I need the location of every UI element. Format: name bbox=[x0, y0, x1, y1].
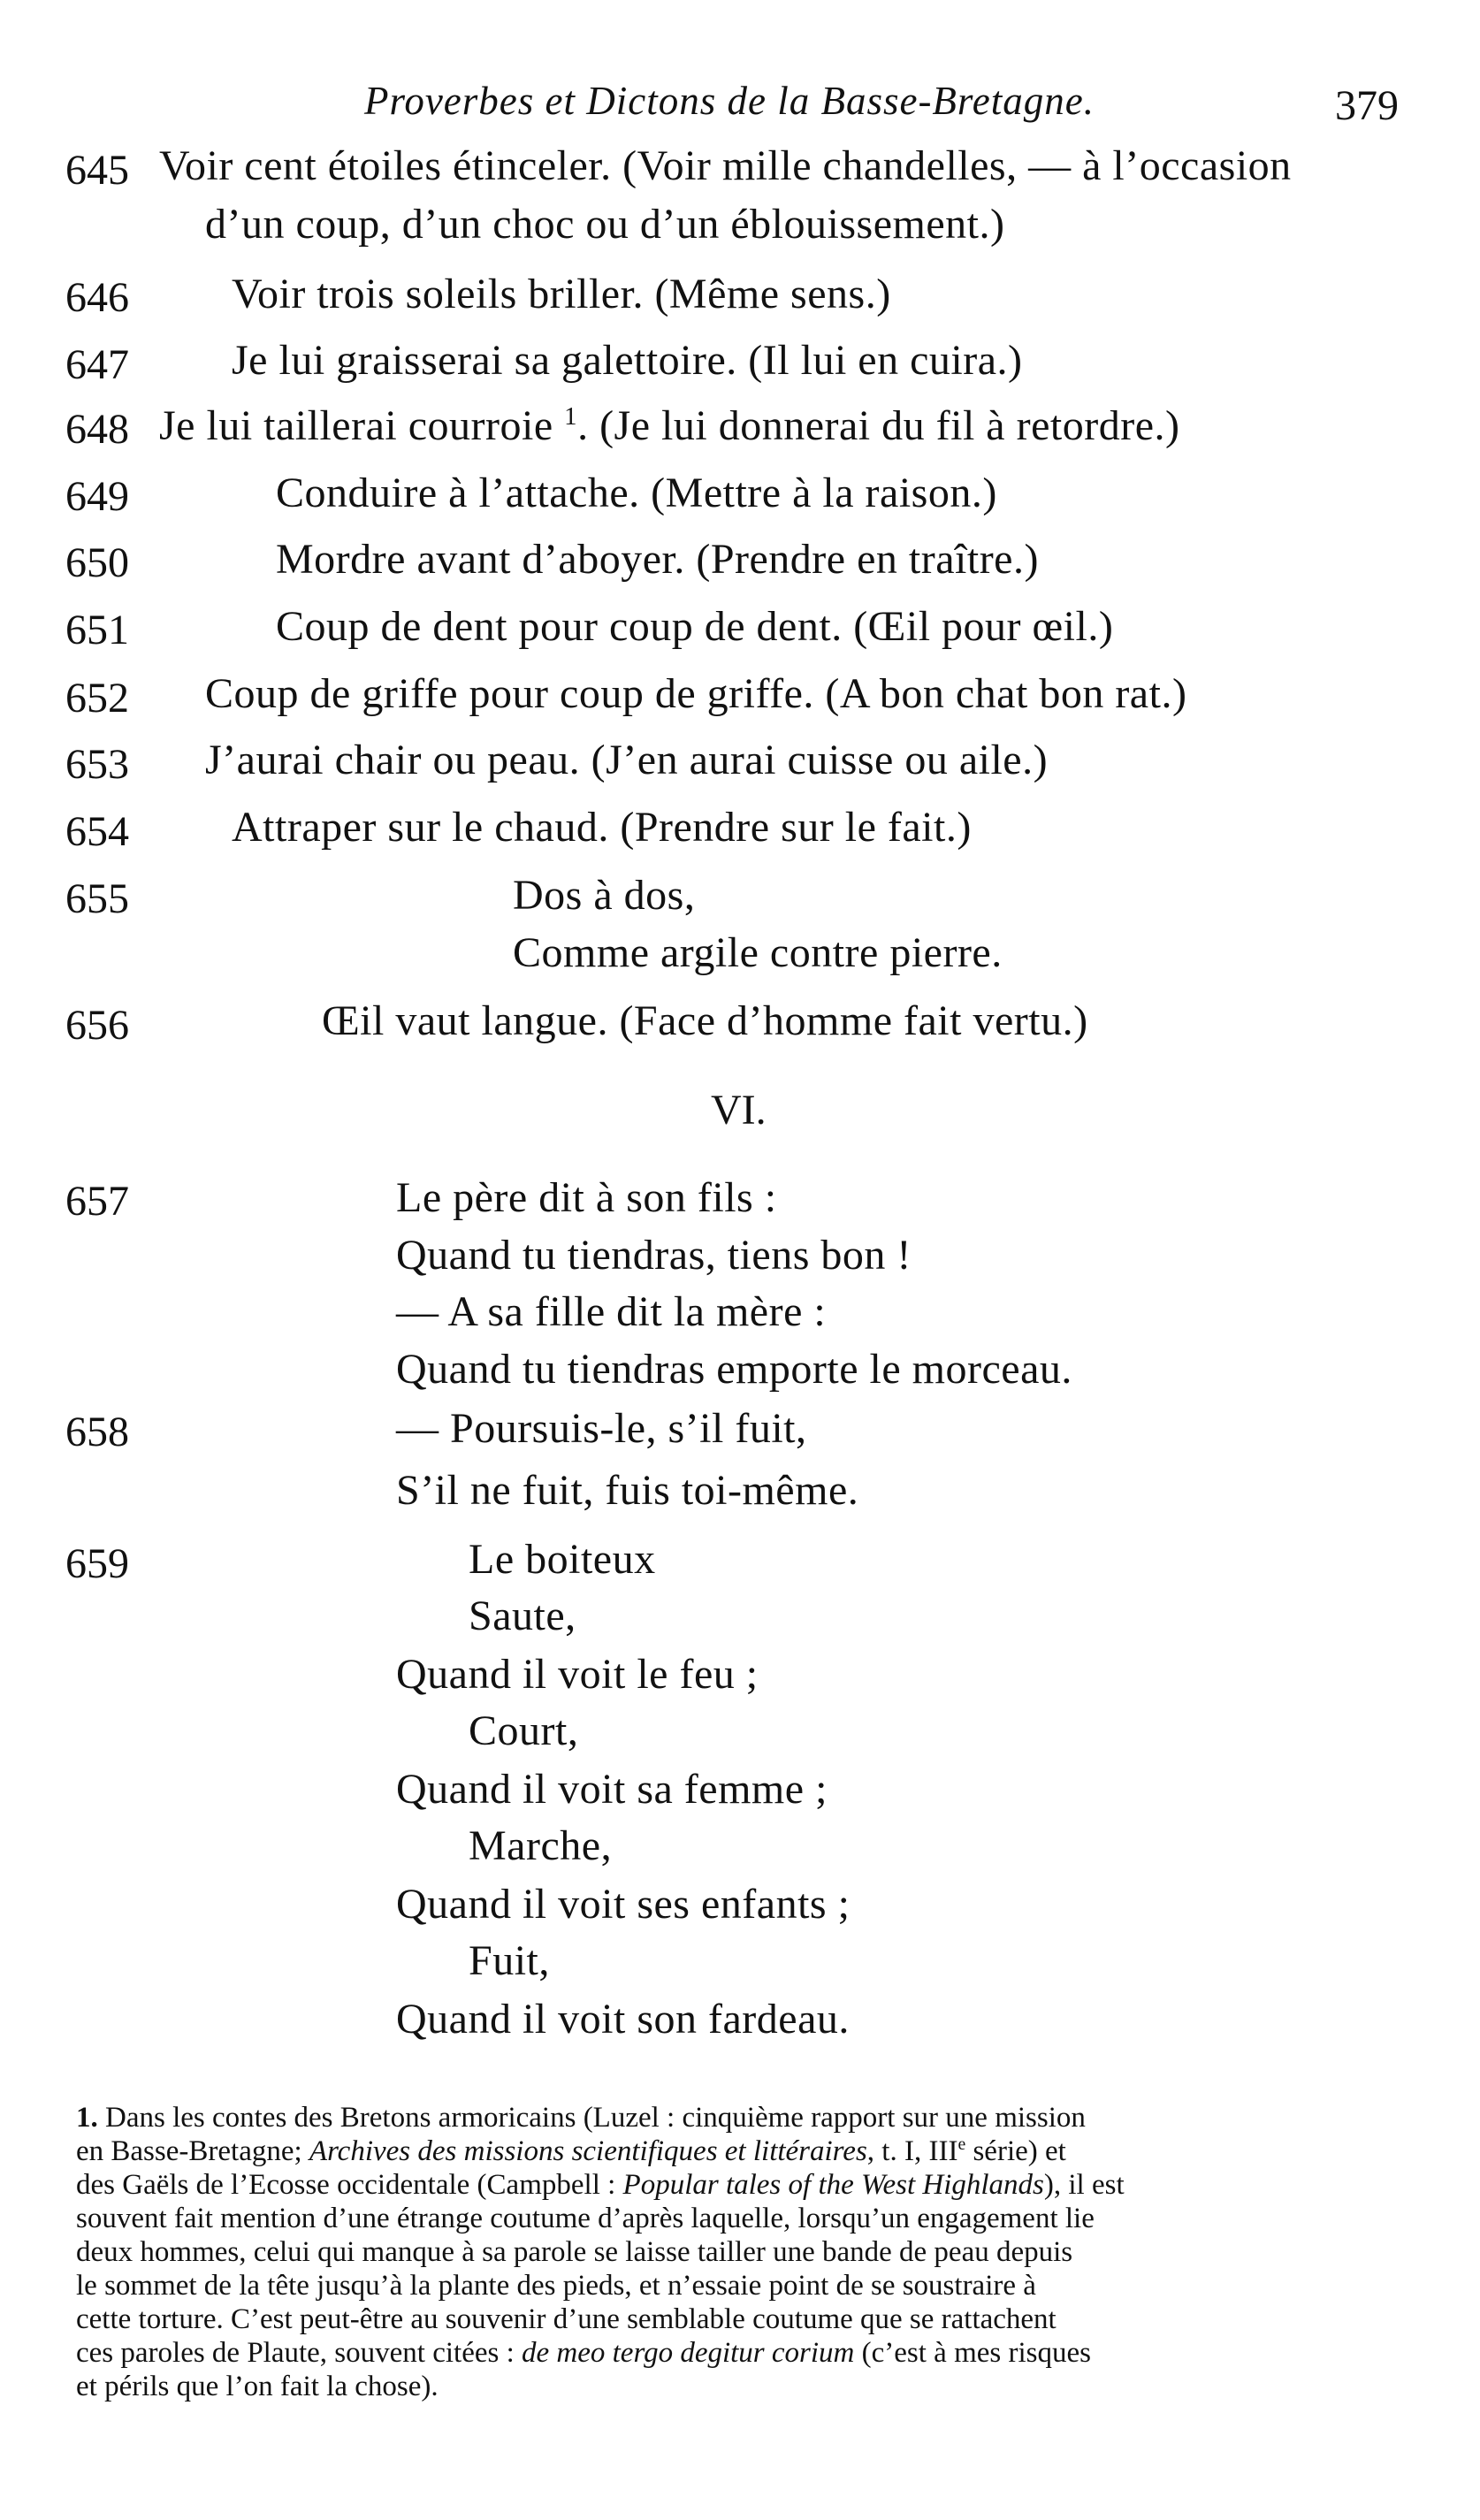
footnote-line bbox=[76, 2101, 1418, 2134]
proverb-number: 649 bbox=[65, 473, 129, 520]
footnote-text: ces paroles de Plaute, souvent citées : bbox=[76, 2337, 523, 2369]
proverb-line: Œil vaut langue. (Face d’homme fait vertu.) bbox=[322, 997, 1088, 1044]
proverb-number: 653 bbox=[65, 741, 129, 788]
verse-line: Fuit, bbox=[469, 1937, 550, 1984]
proverb-line: Voir trois soleils briller. (Même sens.) bbox=[232, 271, 891, 317]
verse-line: Quand il voit ses enfants ; bbox=[396, 1881, 851, 1928]
verse-line: Quand tu tiendras emporte le morceau. bbox=[396, 1346, 1072, 1393]
footnote-italic: de meo tergo degitur corium bbox=[522, 2337, 855, 2369]
page-number: 379 bbox=[1335, 82, 1399, 129]
footnote-text: III bbox=[928, 2135, 958, 2167]
proverb-number: 646 bbox=[65, 274, 129, 321]
footnote-line: deux hommes, celui qui manque à sa parole se laisse tailler une bande de peau depuis bbox=[76, 2236, 1073, 2268]
footnote-text: ), il est bbox=[1043, 2169, 1125, 2201]
verse-line: Quand il voit le feu ; bbox=[396, 1651, 759, 1698]
verse-line: S’il ne fuit, fuis toi-même. bbox=[396, 1467, 859, 1514]
proverb-line: J’aurai chair ou peau. (J’en aurai cuisse ou aile.) bbox=[205, 737, 1049, 783]
footnote-line bbox=[76, 2168, 1418, 2202]
verse-line: Le père dit à son fils : bbox=[396, 1174, 777, 1221]
footnote-line: le sommet de la tête jusqu’à la plante des pieds, et n’essaie point de se soustraire à bbox=[76, 2270, 1036, 2302]
footnote-text: , t. I, bbox=[866, 2135, 929, 2167]
footnote-line bbox=[76, 2134, 1418, 2168]
footnote-italic: Popular tales of the West Highlands bbox=[622, 2169, 1044, 2201]
verse-line: Quand il voit sa femme ; bbox=[396, 1766, 828, 1813]
verse-line: Le boiteux bbox=[469, 1536, 656, 1583]
proverb-line bbox=[159, 401, 1179, 451]
running-title: Proverbes et Dictons de la Basse-Bretagne. bbox=[364, 79, 1095, 123]
footnote bbox=[76, 2101, 1418, 2403]
proverb-line: Conduire à l’attache. (Mettre à la raison.) bbox=[276, 470, 997, 516]
verse-number: 658 bbox=[65, 1409, 129, 1455]
footnote-text: série) et bbox=[965, 2135, 1066, 2167]
footnote-text: des Gaëls de l’Ecosse occidentale (Campbell : bbox=[76, 2169, 623, 2201]
footnote-text: (c’est à mes risques bbox=[854, 2337, 1091, 2369]
footnote-line: souvent fait mention d’une étrange coutume d’après laquelle, lorsqu’un engagement lie bbox=[76, 2203, 1095, 2234]
proverb-number: 650 bbox=[65, 539, 129, 586]
footnote-line bbox=[76, 2336, 1418, 2370]
footnote-text: Dans les contes des Bretons armoricains (Luzel : cinquième rapport sur une mission bbox=[105, 2102, 1086, 2134]
proverb-line: Voir cent étoiles étinceler. (Voir mille chandelles, — à l’occasion bbox=[159, 142, 1292, 189]
proverb-number: 645 bbox=[65, 147, 129, 194]
proverb-line: Coup de griffe pour coup de griffe. (A bon chat bon rat.) bbox=[205, 670, 1187, 717]
section-heading: VI. bbox=[711, 1087, 767, 1134]
verse-number: 657 bbox=[65, 1178, 129, 1225]
footnote-superscript: e bbox=[957, 2134, 966, 2154]
proverb-text: Je lui taillerai courroie bbox=[159, 402, 553, 449]
verse-line: Marche, bbox=[469, 1822, 613, 1869]
proverb-line: Je lui graisserai sa galettoire. (Il lui en cuira.) bbox=[232, 337, 1023, 384]
footnote-italic: Archives des missions scientifiques et littéraires bbox=[309, 2135, 867, 2167]
proverb-line: Attraper sur le chaud. (Prendre sur le fait.) bbox=[232, 804, 972, 851]
verse-line: Quand il voit son fardeau. bbox=[396, 1996, 850, 2043]
proverb-line: Comme argile contre pierre. bbox=[513, 929, 1003, 976]
verse-line: Court, bbox=[469, 1707, 579, 1754]
proverb-line: Coup de dent pour coup de dent. (Œil pour œil.) bbox=[276, 603, 1114, 650]
verse-number: 659 bbox=[65, 1540, 129, 1587]
footnote-line: et périls que l’on fait la chose). bbox=[76, 2371, 439, 2402]
proverb-line: Mordre avant d’aboyer. (Prendre en traître.) bbox=[276, 536, 1039, 583]
proverb-number: 655 bbox=[65, 875, 129, 922]
verse-line: Saute, bbox=[469, 1592, 576, 1639]
verse-line: Quand tu tiendras, tiens bon ! bbox=[396, 1232, 912, 1279]
proverb-number: 651 bbox=[65, 607, 129, 653]
proverb-number: 652 bbox=[65, 675, 129, 722]
proverb-number: 647 bbox=[65, 341, 129, 388]
verse-line: — A sa fille dit la mère : bbox=[396, 1288, 827, 1335]
footnote-marker: 1 bbox=[564, 402, 578, 431]
proverb-number: 656 bbox=[65, 1002, 129, 1049]
footnote-line: cette torture. C’est peut-être au souvenir d’une semblable coutume que se rattachent bbox=[76, 2303, 1057, 2335]
proverb-text: . (Je lui donnerai du fil à retordre.) bbox=[577, 402, 1180, 449]
footnote-number: 1. bbox=[76, 2102, 98, 2134]
proverb-number: 648 bbox=[65, 406, 129, 453]
proverb-line: d’un coup, d’un choc ou d’un éblouissement.) bbox=[205, 201, 1005, 248]
proverb-line: Dos à dos, bbox=[513, 872, 696, 919]
proverb-number: 654 bbox=[65, 808, 129, 855]
verse-line: — Poursuis-le, s’il fuit, bbox=[396, 1405, 807, 1452]
footnote-text: en Basse-Bretagne; bbox=[76, 2135, 302, 2167]
